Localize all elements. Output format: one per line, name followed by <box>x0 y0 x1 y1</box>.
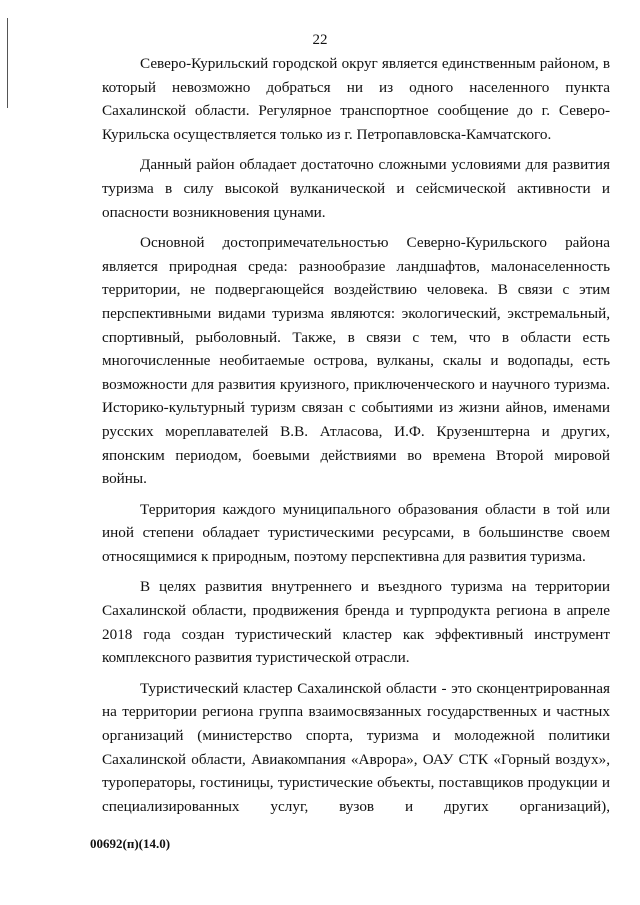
paragraph-attractions: Основной достопримечательностью Северно-Курильского района является природная среда: разнообразие ландшафтов, малонаселенность территории, не подвергающейся воздействию человека. В связи с этим перспективными видами туризма являются: экологический, экстремальный, спортивный, рыболовный. Также, в связи с тем, что в области есть многочисленные необитаемые острова, вулканы, скалы и водопады, есть возможности для развития круизного, приключенческого и научного туризма. Историко-культурный туризм связан с событиями из жизни айнов, именами русских мореплавателей В.В. Атласова, И.Ф. Крузенштерна и других, японским периодом, боевыми действиями во времена Второй мировой войны. <box>102 234 610 488</box>
paragraph-cluster-created: В целях развития внутреннего и въездного туризма на территории Сахалинской области, продвижения бренда и турпродукта региона в апреле 2018 года создан туристический кластер как эффективный инструмент комплексного развития туристической отрасли. <box>102 578 610 667</box>
document-code: 00692(п)(14.0) <box>90 836 171 851</box>
document-body <box>102 52 610 825</box>
page-number: 22 <box>312 32 328 48</box>
paragraph-conditions: Данный район обладает достаточно сложными условиями для развития туризма в силу высокой вулканической и сейсмической активности и опасности возникновения цунами. <box>102 156 610 221</box>
paragraph-severo-kurilsk: Северо-Курильский городской округ является единственным районом, в который невозможно добраться ни из одного населенного пункта Сахалинской области. Регулярное транспортное сообщение до г. Северо-Курильска осуществляется только из г. Петропавловска-Камчатского. <box>102 55 610 143</box>
paragraph-resources: Территория каждого муниципального образования области в той или иной степени обладает туристическими ресурсами, в большинстве своем относящимися к природным, поэтому перспективна для развития туризма. <box>102 500 610 565</box>
paragraph-cluster-definition: Туристический кластер Сахалинской области - это сконцентрированная на территории региона группа взаимосвязанных государственных и частных организаций (министерство спорта, туризма и молодежной политики Сахалинской области, Авиакомпания «Аврора», ОАУ СТК «Горный воздух», туроператоры, гостиницы, туристические объекты, поставщиков продукции и специализированных услуг, вузов и других организаций), <box>102 679 610 815</box>
